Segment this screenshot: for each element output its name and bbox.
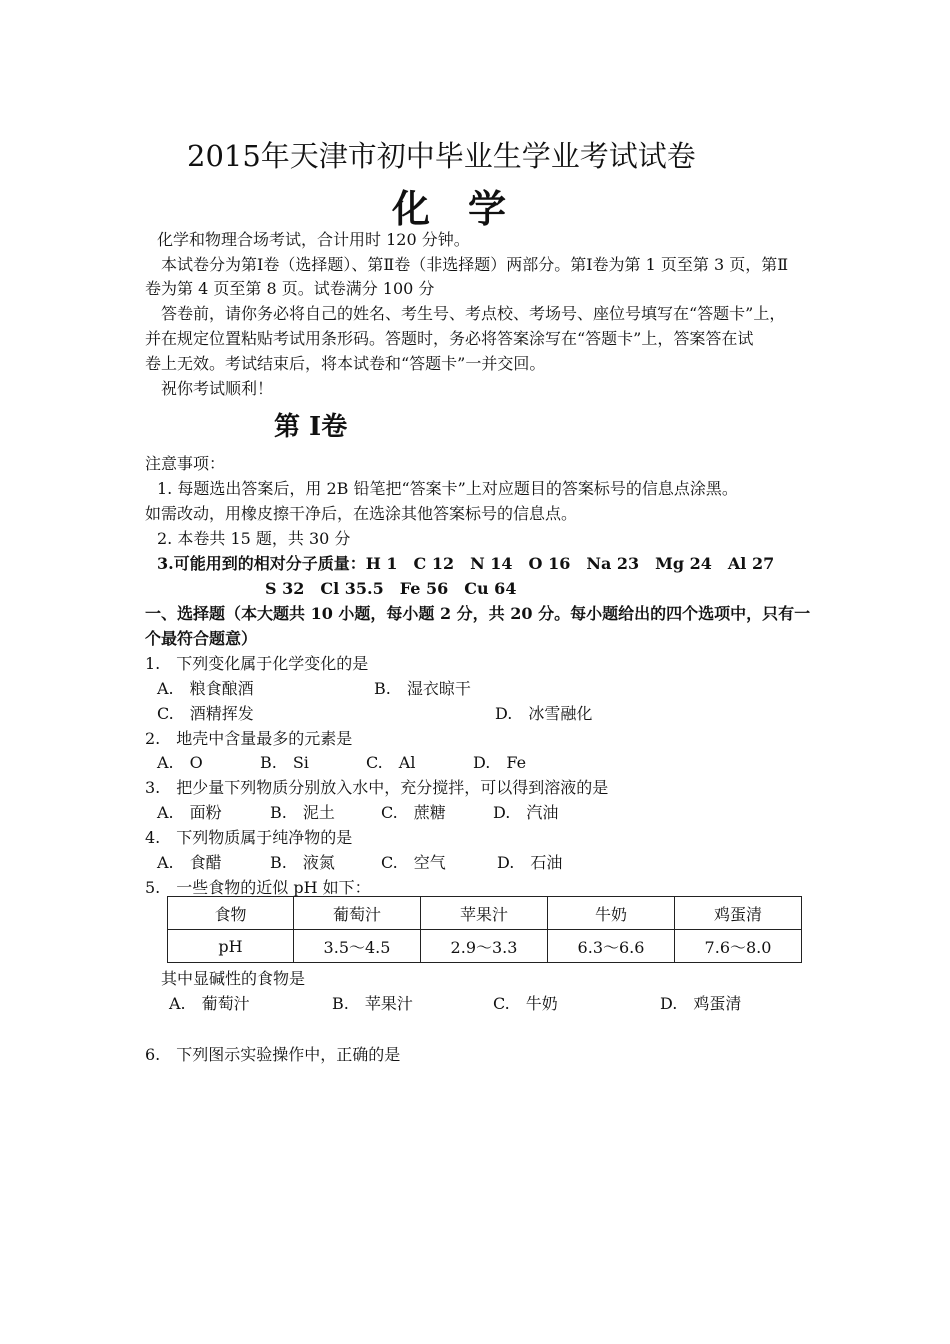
ph-table-cell: 鸡蛋清: [675, 897, 802, 930]
intro-line-5: 并在规定位置粘贴考试用条形码。答题时，务必将答案涂写在“答题卡”上，答案答在试: [145, 329, 754, 348]
volume-title: 第 Ⅰ卷: [274, 412, 348, 442]
ph-table-cell: 牛奶: [548, 897, 675, 930]
ph-table-cell: 3.5～4.5: [294, 930, 421, 963]
q4-stem: 4. 下列物质属于纯净物的是: [145, 828, 353, 847]
notes-item-3a: 3.可能用到的相对分子质量：H 1 C 12 N 14 O 16 Na 23 Mg 24 Al 27: [157, 554, 775, 573]
q2-option-c: C. Al: [366, 753, 416, 772]
notes-item-1b: 如需改动，用橡皮擦干净后，在选涂其他答案标号的信息点。: [145, 504, 578, 523]
section1-line-1: 一、选择题（本大题共 10 小题，每小题 2 分，共 20 分。每小题给出的四个选项中，只有一: [145, 604, 811, 623]
notes-heading: 注意事项：: [145, 454, 226, 473]
subject-title: 化 学: [392, 186, 507, 231]
q1-option-d: D. 冰雪融化: [495, 704, 593, 723]
q4-option-d: D. 石油: [497, 853, 563, 872]
ph-table-cell: 食物: [168, 897, 294, 930]
ph-table-cell: 葡萄汁: [294, 897, 421, 930]
ph-table-header-row: [168, 897, 802, 930]
ph-table-cell: 苹果汁: [421, 897, 548, 930]
q1-option-c: C. 酒精挥发: [157, 704, 254, 723]
q3-option-b: B. 泥土: [270, 803, 335, 822]
q3-option-d: D. 汽油: [493, 803, 559, 822]
q2-option-b: B. Si: [260, 753, 309, 772]
q5-stem: 5. 一些食物的近似 pH 如下：: [145, 878, 371, 897]
intro-line-6: 卷上无效。考试结束后，将本试卷和“答题卡”一并交回。: [145, 354, 546, 373]
q6-stem: 6. 下列图示实验操作中，正确的是: [145, 1045, 401, 1064]
ph-table-cell: 2.9～3.3: [421, 930, 548, 963]
ph-table: [167, 896, 802, 963]
q5-option-d: D. 鸡蛋清: [660, 994, 742, 1013]
intro-line-2: 本试卷分为第Ⅰ卷（选择题）、第Ⅱ卷（非选择题）两部分。第Ⅰ卷为第 1 页至第 3 页，第Ⅱ: [161, 255, 789, 274]
notes-item-2: 2. 本卷共 15 题，共 30 分: [157, 529, 351, 548]
ph-table-cell: 7.6～8.0: [675, 930, 802, 963]
intro-line-1: 化学和物理合场考试，合计用时 120 分钟。: [157, 230, 470, 249]
notes-item-3b: S 32 Cl 35.5 Fe 56 Cu 64: [265, 579, 517, 598]
q4-option-c: C. 空气: [381, 853, 446, 872]
notes-item-1a: 1. 每题选出答案后，用 2B 铅笔把“答案卡”上对应题目的答案标号的信息点涂黑。: [157, 479, 738, 498]
q5-option-a: A. 葡萄汁: [169, 994, 250, 1013]
ph-table-value-row: [168, 930, 802, 963]
q2-stem: 2. 地壳中含量最多的元素是: [145, 729, 353, 748]
exam-title: 2015年天津市初中毕业生学业考试试卷: [187, 139, 696, 173]
q2-option-a: A. O: [157, 753, 203, 772]
q5-option-b: B. 苹果汁: [332, 994, 413, 1013]
intro-line-3: 卷为第 4 页至第 8 页。试卷满分 100 分: [145, 279, 435, 298]
q2-option-d: D. Fe: [473, 753, 527, 772]
q3-option-a: A. 面粉: [157, 803, 222, 822]
q1-stem: 1. 下列变化属于化学变化的是: [145, 654, 369, 673]
q1-option-a: A. 粮食酿酒: [157, 679, 254, 698]
section1-line-2: 个最符合题意）: [145, 629, 258, 648]
q5-option-c: C. 牛奶: [493, 994, 558, 1013]
q4-option-b: B. 液氮: [270, 853, 335, 872]
intro-line-7: 祝你考试顺利！: [161, 379, 274, 398]
q4-option-a: A. 食醋: [157, 853, 222, 872]
ph-table-cell: 6.3～6.6: [548, 930, 675, 963]
q3-stem: 3. 把少量下列物质分别放入水中，充分搅拌，可以得到溶液的是: [145, 778, 609, 797]
q3-option-c: C. 蔗糖: [381, 803, 446, 822]
q1-option-b: B. 湿衣晾干: [374, 679, 471, 698]
ph-table-cell: pH: [168, 930, 294, 963]
intro-line-4: 答卷前，请你务必将自己的姓名、考生号、考点校、考场号、座位号填写在“答题卡”上，: [161, 304, 786, 323]
q5-prompt: 其中显碱性的食物是: [161, 969, 306, 988]
